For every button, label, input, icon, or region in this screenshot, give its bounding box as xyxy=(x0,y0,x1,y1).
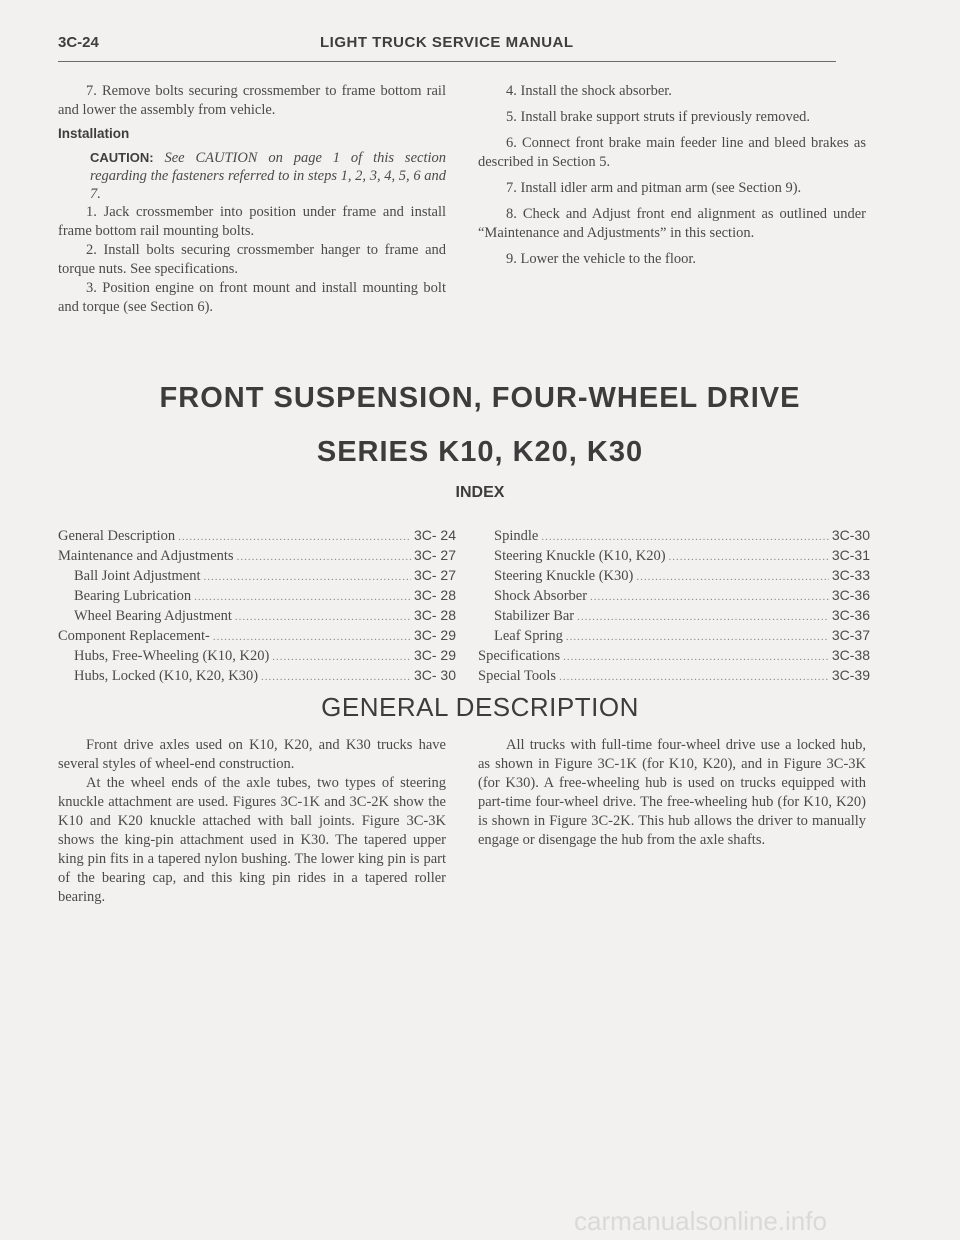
index-entry[interactable] xyxy=(478,626,870,646)
page-number: 3C-24 xyxy=(58,34,99,51)
index-entry-page: 3C- 29 xyxy=(413,647,456,663)
index-entry-label: Maintenance and Adjustments xyxy=(58,548,234,564)
installation-column-continued xyxy=(478,82,866,276)
index-entry-label: Special Tools xyxy=(478,668,557,684)
installation-step: 1. Jack crossmember into position under frame and install frame bottom rail mounting bolts. xyxy=(58,204,446,239)
index-entry[interactable] xyxy=(478,526,870,546)
installation-column xyxy=(58,82,446,317)
index-entry[interactable] xyxy=(478,606,870,626)
dot-leader xyxy=(203,568,410,586)
index-entry[interactable] xyxy=(478,546,870,566)
index-entry[interactable] xyxy=(478,566,870,586)
dot-leader xyxy=(213,628,411,646)
index-list-right xyxy=(478,526,870,686)
index-entry-page: 3C- 30 xyxy=(413,667,456,683)
general-description-heading: GENERAL DESCRIPTION xyxy=(321,692,639,722)
dot-leader xyxy=(577,608,829,626)
index-entry[interactable] xyxy=(58,666,456,686)
index-entry[interactable] xyxy=(478,646,870,666)
index-entry[interactable] xyxy=(478,586,870,606)
section-title: FRONT SUSPENSION, FOUR-WHEEL DRIVE xyxy=(159,382,801,414)
index-entry-page: 3C- 28 xyxy=(413,607,456,623)
installation-heading: Installation xyxy=(58,126,130,141)
dot-leader xyxy=(261,668,411,686)
general-description-left xyxy=(58,736,446,907)
index-title: INDEX xyxy=(455,484,505,501)
index-entry-page: 3C- 24 xyxy=(413,527,456,543)
dot-leader xyxy=(669,548,829,566)
index-entry-page: 3C-31 xyxy=(831,547,870,563)
index-entry-page: 3C- 27 xyxy=(413,547,456,563)
index-entry-label: Steering Knuckle (K10, K20) xyxy=(494,548,666,564)
index-entry-label: Wheel Bearing Adjustment xyxy=(74,608,232,624)
installation-step: 7. Install idler arm and pitman arm (see Section 9). xyxy=(506,180,802,196)
index-entry-label: General Description xyxy=(58,528,176,544)
index-list-left xyxy=(58,526,456,686)
index-entry[interactable] xyxy=(58,526,456,546)
installation-step: 8. Check and Adjust front end alignment as outlined under “Maintenance and Adjustments” in this section. xyxy=(478,206,866,241)
index-entry-label: Ball Joint Adjustment xyxy=(74,568,201,584)
dot-leader xyxy=(590,588,829,606)
index-entry-page: 3C- 29 xyxy=(413,627,456,643)
dot-leader xyxy=(194,588,411,606)
index-entry-page: 3C-33 xyxy=(831,567,870,583)
caution-text: See CAUTION on page 1 of this section regarding the fasteners referred to in steps 1, 2, 3, 4, 5, 6 and 7. xyxy=(90,150,446,202)
dot-leader xyxy=(559,668,829,686)
index-entry-label: Leaf Spring xyxy=(494,628,563,644)
index-entry-label: Specifications xyxy=(478,648,561,664)
installation-step: 3. Position engine on front mount and install mounting bolt and torque (see Section 6). xyxy=(58,280,446,315)
dot-leader xyxy=(235,608,411,626)
index-entry-label: Spindle xyxy=(494,528,539,544)
caution-note xyxy=(58,149,446,203)
dot-leader xyxy=(272,648,411,666)
index-entry-page: 3C-36 xyxy=(831,607,870,623)
index-entry-label: Shock Absorber xyxy=(494,588,588,604)
index-entry-page: 3C-30 xyxy=(831,527,870,543)
index-entry[interactable] xyxy=(58,646,456,666)
index-entry-page: 3C-38 xyxy=(831,647,870,663)
dot-leader xyxy=(237,548,411,566)
index-entry[interactable] xyxy=(58,566,456,586)
index-entry-page: 3C-39 xyxy=(831,667,870,683)
watermark: carmanualsonline.info xyxy=(574,1206,827,1236)
index-entry[interactable] xyxy=(478,666,870,686)
index-entry-label: Bearing Lubrication xyxy=(74,588,192,604)
caution-label: CAUTION: xyxy=(90,150,154,165)
dot-leader xyxy=(541,528,829,546)
index-entry-page: 3C- 28 xyxy=(413,587,456,603)
paragraph: Front drive axles used on K10, K20, and K30 trucks have several styles of wheel-end construction. xyxy=(58,737,446,772)
index-entry[interactable] xyxy=(58,626,456,646)
dot-leader xyxy=(178,528,411,546)
index-entry-label: Stabilizer Bar xyxy=(494,608,575,624)
installation-step: 5. Install brake support struts if previously removed. xyxy=(506,109,811,125)
index-entry[interactable] xyxy=(58,606,456,626)
index-entry-page: 3C- 27 xyxy=(413,567,456,583)
index-entry[interactable] xyxy=(58,546,456,566)
installation-step: 4. Install the shock absorber. xyxy=(506,83,672,99)
paragraph: All trucks with full-time four-wheel drive use a locked hub, as shown in Figure 3C-1K (for K10, K20), and in Figure 3C-3K (for K30). A free-wheeling hub is used on trucks equipped with part-time four-wheel drive. The free-wheeling hub (for K10, K20) is shown in Figure 3C-2K. This hub allows the driver to manually engage or disengage the hub from the axle shafts. xyxy=(478,737,866,848)
paragraph: At the wheel ends of the axle tubes, two types of steering knuckle attachment are used. Figures 3C-1K and 3C-2K show the K10 and K20 knuckle attached with ball joints. Figure 3C-3K shows the king-pin attachment used in K30. The tapered upper king pin fits in a tapered nylon bushing. The lower king pin is part of the bearing cap, and this king pin rides in a tapered roller bearing. xyxy=(58,775,446,905)
index-entry-page: 3C-37 xyxy=(831,627,870,643)
series-title: SERIES K10, K20, K30 xyxy=(316,436,644,468)
index-entry-label: Hubs, Locked (K10, K20, K30) xyxy=(74,668,259,684)
index-entry-label: Hubs, Free-Wheeling (K10, K20) xyxy=(74,648,270,664)
dot-leader xyxy=(563,648,829,666)
dot-leader xyxy=(636,568,829,586)
general-description-right xyxy=(478,736,866,850)
index-entry-page: 3C-36 xyxy=(831,587,870,603)
running-title: LIGHT TRUCK SERVICE MANUAL xyxy=(320,34,574,51)
installation-step: 9. Lower the vehicle to the floor. xyxy=(506,251,697,267)
dot-leader xyxy=(566,628,829,646)
header-rule xyxy=(58,61,836,62)
index-entry-label: Steering Knuckle (K30) xyxy=(494,568,634,584)
index-entry[interactable] xyxy=(58,586,456,606)
installation-step: 2. Install bolts securing crossmember hanger to frame and torque nuts. See specifications. xyxy=(58,242,446,277)
installation-step: 6. Connect front brake main feeder line and bleed brakes as described in Section 5. xyxy=(478,135,866,170)
removal-step-7: 7. Remove bolts securing crossmember to frame bottom rail and lower the assembly from vehicle. xyxy=(58,83,446,118)
index-entry-label: Component Replacement- xyxy=(58,628,210,644)
